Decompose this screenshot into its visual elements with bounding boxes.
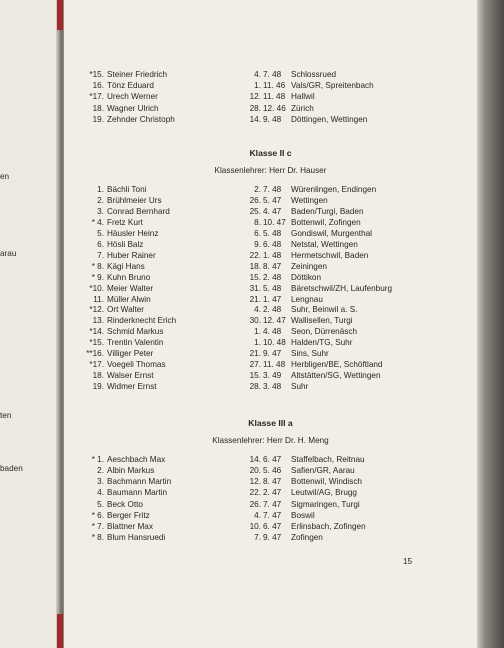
student-row [64, 348, 477, 359]
student-name: Walser Ernst [107, 371, 154, 381]
birth-month-year: 9. 48 [263, 114, 282, 124]
home-place: Wettingen [291, 195, 328, 205]
birth-month-year: 5. 47 [263, 195, 282, 205]
student-name: Conrad Bernhard [107, 206, 170, 216]
home-place: Bottenwil, Windisch [291, 477, 362, 487]
student-number: 1. [97, 185, 104, 194]
student-number: *14. [89, 327, 104, 337]
birth-month-year: 1. 47 [263, 294, 282, 304]
student-number: 2. [97, 466, 104, 476]
student-number: 6. [97, 239, 104, 249]
home-place: Seon, Dürrenäsch [291, 327, 357, 337]
home-place: Schlossrued [291, 70, 337, 79]
student-row [64, 239, 477, 250]
home-place: Zofingen [291, 533, 323, 543]
birth-day: 28. [249, 103, 261, 113]
student-name: Kuhn Bruno [107, 272, 151, 282]
class-heading: Klasse III a [248, 418, 293, 428]
birth-day: 1. [254, 327, 261, 337]
student-row [64, 184, 477, 195]
class-teacher: Klassenlehrer: Herr Dr. Hauser [214, 166, 327, 175]
birth-day: 21. [249, 294, 261, 304]
birth-day: 28. [249, 382, 261, 392]
home-place: Baden/Turgi, Baden [291, 206, 364, 216]
student-row [64, 250, 477, 261]
student-name: Voegeli Thomas [107, 360, 166, 370]
student-number: * 8. [91, 261, 104, 271]
home-place: Bäretschwil/ZH, Laufenburg [291, 283, 393, 293]
birth-day: 26. [249, 499, 261, 509]
student-name: Meier Walter [107, 283, 154, 293]
student-number: * 1. [91, 455, 104, 464]
home-place: Döttikon [291, 272, 322, 282]
student-name: Baumann Martin [107, 488, 168, 498]
student-number: **16. [86, 349, 104, 359]
bookmark-ribbon [57, 614, 63, 648]
birth-month-year: 2. 47 [263, 488, 282, 498]
student-name: Beck Otto [107, 499, 143, 509]
birth-day: 15. [249, 272, 261, 282]
student-name: Schmid Markus [107, 327, 164, 337]
right-page [64, 0, 477, 648]
home-place: Staffelbach, Reitnau [291, 455, 365, 464]
birth-month-year: 7. 47 [263, 499, 282, 509]
home-place: Suhr [291, 382, 309, 392]
birth-day: 4. [254, 70, 261, 79]
student-row [64, 304, 477, 315]
student-name: Trentin Valentin [107, 338, 164, 348]
student-name: Häusler Heinz [107, 228, 159, 238]
birth-day: 6. [254, 228, 261, 238]
birth-day: 14. [249, 455, 261, 464]
student-name: Widmer Ernst [107, 382, 157, 392]
birth-month-year: 10. 47 [263, 217, 286, 227]
student-row [64, 359, 477, 370]
home-place: Leutwil/AG, Brugg [291, 488, 357, 498]
home-place: Zürich [291, 103, 314, 113]
student-number: * 9. [91, 272, 104, 282]
student-row [64, 370, 477, 381]
student-number: 7. [97, 250, 104, 260]
home-place: Wallisellen, Turgi [291, 316, 353, 326]
student-number: 3. [97, 206, 104, 216]
birth-month-year: 8. 47 [263, 261, 282, 271]
student-number: 19. [92, 382, 104, 392]
birth-day: 15. [249, 371, 261, 381]
home-place: Würenlingen, Endingen [291, 185, 377, 194]
student-name: Blattner Max [107, 521, 153, 531]
birth-month-year: 7. 48 [263, 185, 282, 194]
home-place: Hermetschwil, Baden [291, 250, 369, 260]
student-number: *17. [89, 92, 104, 102]
student-number: 18. [92, 103, 104, 113]
birth-day: 12. [249, 477, 261, 487]
birth-month-year: 7. 48 [263, 70, 282, 79]
birth-day: 7. [254, 533, 261, 543]
student-number: * 6. [91, 510, 104, 520]
birth-month-year: 3. 49 [263, 371, 282, 381]
birth-day: 12. [249, 92, 261, 102]
student-row [64, 91, 477, 102]
student-row [64, 510, 477, 521]
page-edge [477, 0, 504, 648]
student-name: Wagner Ulrich [107, 103, 159, 113]
birth-month-year: 11. 48 [263, 360, 286, 370]
birth-day: 8. [254, 217, 261, 227]
birth-day: 1. [254, 338, 261, 348]
student-row [64, 294, 477, 305]
student-name: Villiger Peter [107, 349, 154, 359]
student-name: Albin Markus [107, 466, 155, 476]
home-place: Lengnau [291, 294, 323, 304]
student-row [64, 283, 477, 294]
left-page [0, 0, 62, 648]
student-number: 3. [97, 477, 104, 487]
left-fragment: en [0, 172, 10, 181]
page-number: 15 [403, 557, 413, 566]
home-place: Bottenwil, Zofingen [291, 217, 361, 227]
birth-day: 25. [249, 206, 261, 216]
class-teacher: Klassenlehrer: Herr Dr. H. Meng [212, 436, 329, 445]
birth-month-year: 7. 47 [263, 510, 282, 520]
student-name: Ort Walter [107, 305, 144, 315]
class-heading: Klasse II c [249, 148, 292, 158]
student-number: *17. [89, 360, 104, 370]
student-name: Müller Alwin [107, 294, 151, 304]
student-name: Berger Fritz [107, 510, 150, 520]
home-place: Altstätten/SG, Wettingen [291, 371, 381, 381]
birth-month-year: 1. 48 [263, 250, 282, 260]
birth-day: 30. [249, 316, 261, 326]
student-name: Zehnder Christoph [107, 114, 175, 124]
student-row [64, 465, 477, 476]
left-fragment: arau [0, 249, 17, 258]
birth-day: 27. [249, 360, 261, 370]
student-row [64, 69, 477, 80]
student-number: *10. [89, 283, 104, 293]
birth-day: 22. [249, 488, 261, 498]
birth-month-year: 6. 47 [263, 455, 282, 464]
birth-month-year: 4. 47 [263, 206, 282, 216]
student-number: 2. [97, 195, 104, 205]
student-number: 18. [92, 371, 104, 381]
birth-month-year: 11. 46 [263, 81, 286, 91]
student-name: Bächli Toni [107, 185, 147, 194]
student-row [64, 381, 477, 392]
left-fragment: baden [0, 464, 23, 473]
student-name: Steiner Friedrich [107, 70, 168, 79]
birth-day: 20. [249, 466, 261, 476]
birth-month-year: 2. 48 [263, 305, 282, 315]
student-name: Rinderknecht Erich [107, 316, 177, 326]
student-row [64, 217, 477, 228]
student-row [64, 315, 477, 326]
birth-month-year: 4. 48 [263, 327, 282, 337]
birth-month-year: 5. 48 [263, 283, 282, 293]
student-number: 16. [92, 81, 104, 91]
student-row [64, 454, 477, 465]
birth-month-year: 2. 48 [263, 272, 282, 282]
student-number: 19. [92, 114, 104, 124]
student-name: Bachmann Martin [107, 477, 172, 487]
student-row [64, 499, 477, 510]
birth-month-year: 3. 48 [263, 382, 282, 392]
birth-day: 1. [254, 81, 261, 91]
birth-month-year: 10. 48 [263, 338, 286, 348]
bookmark-ribbon [57, 0, 63, 30]
home-place: Halden/TG, Suhr [291, 338, 353, 348]
birth-day: 22. [249, 250, 261, 260]
student-row [64, 103, 477, 114]
birth-day: 26. [249, 195, 261, 205]
birth-day: 18. [249, 261, 261, 271]
birth-month-year: 12. 46 [263, 103, 286, 113]
student-name: Huber Rainer [107, 250, 156, 260]
student-number: * 8. [91, 533, 104, 543]
birth-month-year: 11. 48 [263, 92, 286, 102]
birth-month-year: 9. 47 [263, 533, 282, 543]
student-row [64, 272, 477, 283]
birth-day: 31. [249, 283, 261, 293]
home-place: Hallwil [291, 92, 315, 102]
student-name: Blum Hansruedi [107, 533, 166, 543]
student-number: * 4. [91, 217, 104, 227]
student-number: 13. [92, 316, 104, 326]
student-row [64, 521, 477, 532]
student-number: 5. [97, 228, 104, 238]
student-row [64, 195, 477, 206]
birth-month-year: 6. 48 [263, 239, 282, 249]
home-place: Gondiswil, Murgenthal [291, 228, 373, 238]
home-place: Zeiningen [291, 261, 327, 271]
student-row [64, 114, 477, 125]
birth-day: 4. [254, 305, 261, 315]
home-place: Suhr, Beinwil a. S. [291, 305, 358, 315]
student-number: *15. [89, 338, 104, 348]
student-number: 4. [97, 488, 104, 498]
home-place: Döttingen, Wettingen [291, 114, 368, 124]
birth-day: 9. [254, 239, 261, 249]
birth-month-year: 8. 47 [263, 477, 282, 487]
student-number: 5. [97, 499, 104, 509]
student-row [64, 80, 477, 91]
student-name: Brühlmeier Urs [107, 195, 162, 205]
student-name: Tönz Eduard [107, 81, 154, 91]
student-number: *12. [89, 305, 104, 315]
home-place: Sins, Suhr [291, 349, 329, 359]
student-row [64, 487, 477, 498]
student-row [64, 261, 477, 272]
birth-day: 10. [249, 521, 261, 531]
birth-month-year: 5. 46 [263, 466, 282, 476]
home-place: Erlinsbach, Zofingen [291, 521, 366, 531]
home-place: Boswil [291, 510, 315, 520]
left-fragment: ten [0, 411, 12, 420]
student-row [64, 228, 477, 239]
student-name: Kägi Hans [107, 261, 145, 271]
birth-day: 14. [249, 114, 261, 124]
home-place: Vals/GR, Spreitenbach [291, 81, 374, 91]
student-row [64, 337, 477, 348]
home-place: Safien/GR, Aarau [291, 466, 355, 476]
birth-month-year: 5. 48 [263, 228, 282, 238]
home-place: Herbligen/BE, Schöftland [291, 360, 383, 370]
student-row [64, 532, 477, 543]
student-number: * 7. [91, 521, 104, 531]
birth-day: 21. [249, 349, 261, 359]
birth-month-year: 6. 47 [263, 521, 282, 531]
student-number: *15. [89, 70, 104, 79]
birth-day: 4. [254, 510, 261, 520]
student-name: Hösli Balz [107, 239, 144, 249]
birth-month-year: 9. 47 [263, 349, 282, 359]
student-row [64, 476, 477, 487]
student-name: Aeschbach Max [107, 455, 166, 464]
student-name: Urech Werner [107, 92, 158, 102]
birth-month-year: 12. 47 [263, 316, 286, 326]
student-row [64, 326, 477, 337]
home-place: Sigmaringen, Turgi [291, 499, 360, 509]
home-place: Netstal, Wettingen [291, 239, 358, 249]
student-row [64, 206, 477, 217]
student-number: 11. [93, 294, 104, 304]
birth-day: 2. [254, 185, 261, 194]
student-name: Fretz Kurt [107, 217, 143, 227]
